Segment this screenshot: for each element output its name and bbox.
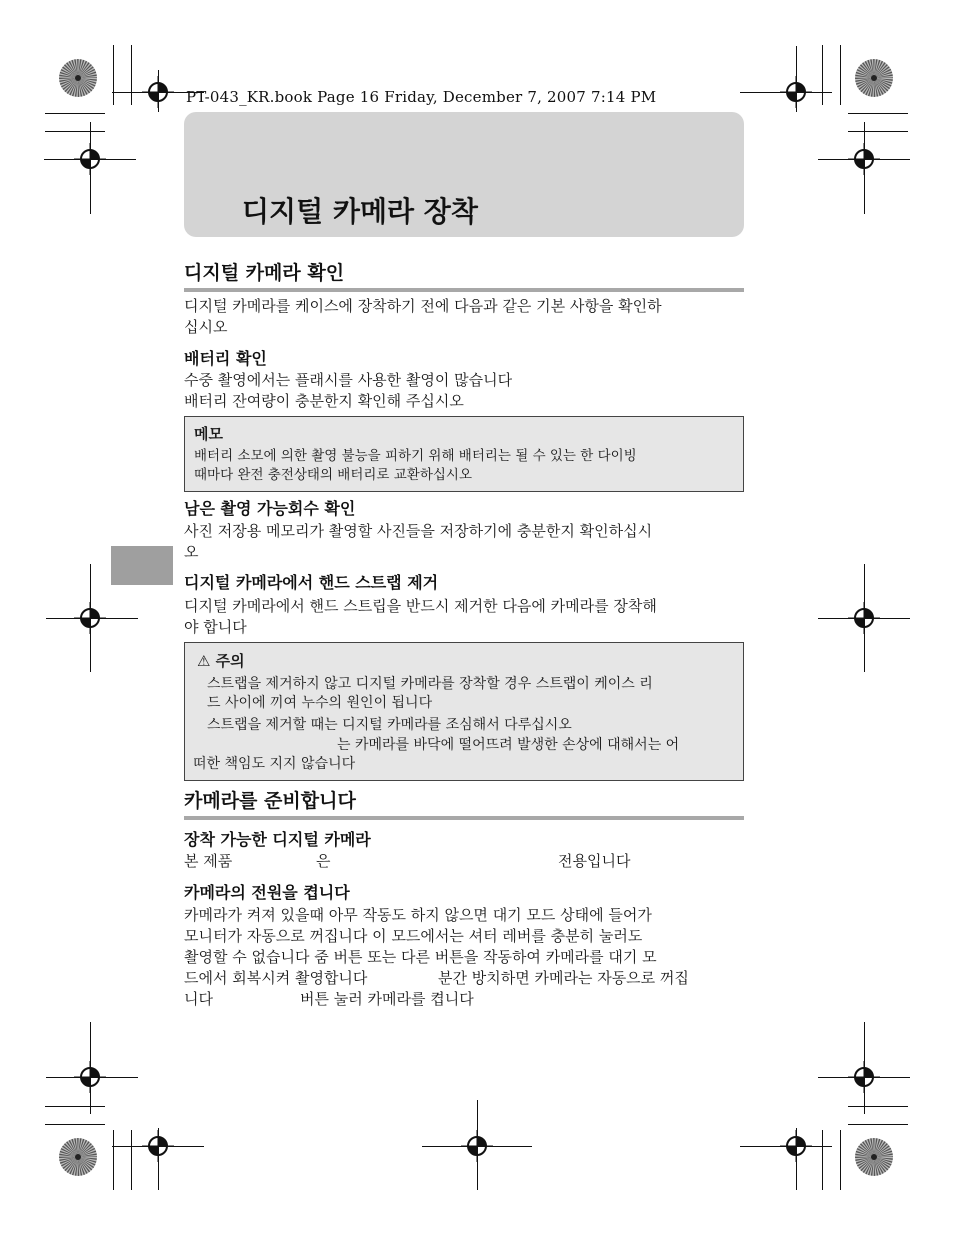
registration-mark-icon	[74, 1061, 106, 1093]
registration-mark-icon	[142, 1130, 174, 1162]
text-fragment: 드에서 회복시켜 촬영합니다	[184, 969, 368, 987]
strap-paragraph	[184, 596, 746, 638]
power-on-heading: 카메라의 전원을 켭니다	[184, 883, 350, 902]
text-line: 수중 촬영에서는 플래시를 사용한 촬영이 많습니다	[184, 371, 513, 389]
text-line: 야 합니다	[184, 618, 247, 636]
crop-line	[848, 1106, 908, 1107]
text-fragment: 전용입니다	[558, 852, 631, 870]
crop-line	[131, 45, 132, 105]
text-line: 는 카메라를 바닥에 떨어뜨려 발생한 손상에 대해서는 어	[337, 737, 680, 753]
text-line: 십시오	[184, 318, 228, 336]
color-bar-rosette-icon	[854, 1137, 894, 1177]
caution-box	[184, 642, 744, 781]
registration-mark-icon	[848, 143, 880, 175]
registration-mark-icon	[780, 76, 812, 108]
caution-item	[193, 755, 733, 774]
check-intro-paragraph	[184, 296, 746, 338]
text-line: 디지털 카메라를 케이스에 장착하기 전에 다음과 같은 기본 사항을 확인하	[184, 297, 662, 315]
registration-mark-icon	[461, 1130, 493, 1162]
registration-mark-icon	[142, 76, 174, 108]
caution-title: ⚠ 주의	[197, 652, 245, 670]
text-line: 모니터가 자동으로 꺼집니다 이 모드에서는 셔터 레버를 충분히 눌러도	[184, 927, 643, 945]
compatible-camera-paragraph	[184, 851, 746, 872]
crop-line	[822, 45, 823, 105]
print-header-line: PT-043_KR.book Page 16 Friday, December 7, 2007 7:14 PM	[186, 88, 657, 106]
color-bar-rosette-icon	[854, 58, 894, 98]
crop-line	[848, 131, 908, 132]
crop-line	[45, 131, 105, 132]
text-fragment: 분간 방치하면 카메라는 자동으로 꺼집	[438, 969, 689, 987]
text-line: 사진 저장용 메모리가 촬영할 사진들을 저장하기에 충분한지 확인하십시	[184, 522, 653, 540]
text-line: 오	[184, 543, 199, 561]
registration-mark-icon	[74, 143, 106, 175]
crop-line	[822, 1130, 823, 1190]
crop-line	[45, 1124, 105, 1125]
caution-item	[207, 675, 739, 713]
crop-line	[45, 113, 105, 114]
remaining-shots-heading: 남은 촬영 가능회수 확인	[184, 499, 356, 518]
memo-box	[184, 416, 744, 492]
chapter-title-box	[184, 112, 744, 237]
text-line: 디지털 카메라에서 핸드 스트립을 반드시 제거한 다음에 카메라를 장착해	[184, 597, 657, 615]
text-line: 스트랩을 제거하지 않고 디지털 카메라를 장착할 경우 스트랩이 케이스 리	[207, 676, 653, 692]
color-bar-rosette-icon	[58, 1137, 98, 1177]
section-heading-text: 카메라를 준비합니다	[184, 790, 356, 812]
caution-item	[207, 716, 739, 735]
text-line: 카메라가 켜져 있을때 아무 작동도 하지 않으면 대기 모드 상태에 들어가	[184, 906, 652, 924]
crop-line	[45, 1106, 105, 1107]
section-heading-check	[184, 258, 744, 292]
text-fragment: 본 제품	[184, 852, 233, 870]
crop-line	[131, 1130, 132, 1190]
crop-line	[848, 1124, 908, 1125]
crop-line	[848, 113, 908, 114]
remaining-shots-paragraph	[184, 521, 746, 563]
strap-heading: 디지털 카메라에서 핸드 스트랩 제거	[184, 573, 439, 592]
battery-heading: 배터리 확인	[184, 349, 267, 368]
text-line: 촬영할 수 없습니다 줌 버튼 또는 다른 버튼을 작동하여 카메라를 대기 모	[184, 948, 657, 966]
text-line: 떠한 책임도 지지 않습니다	[193, 756, 356, 772]
text-line: 배터리 소모에 의한 촬영 불능을 피하기 위해 배터리는 될 수 있는 한 다이빙	[194, 448, 637, 464]
caution-item	[337, 736, 739, 755]
text-fragment: 은	[316, 852, 331, 870]
color-bar-rosette-icon	[58, 58, 98, 98]
memo-title: 메모	[194, 425, 223, 443]
registration-mark-icon	[848, 602, 880, 634]
section-heading-text: 디지털 카메라 확인	[184, 262, 345, 284]
compatible-camera-heading: 장착 가능한 디지털 카메라	[184, 830, 371, 849]
chapter-title: 디지털 카메라 장착	[242, 195, 478, 228]
section-heading-prepare	[184, 786, 744, 820]
text-line: 드 사이에 끼여 누수의 원인이 됩니다	[207, 695, 433, 711]
crop-line	[840, 1130, 841, 1190]
registration-mark-icon	[780, 1130, 812, 1162]
text-line: 때마다 완전 충전상태의 배터리로 교환하십시오	[194, 467, 472, 483]
crop-line	[113, 1130, 114, 1190]
registration-mark-icon	[74, 602, 106, 634]
crop-line	[840, 45, 841, 105]
text-line: 배터리 잔여량이 충분한지 확인해 주십시오	[184, 392, 464, 410]
text-line: 스트랩을 제거할 때는 디지털 카메라를 조심해서 다루십시오	[207, 717, 572, 733]
battery-paragraph	[184, 370, 746, 412]
crop-line	[113, 45, 114, 105]
text-fragment: 버튼 눌러 카메라를 켭니다	[300, 990, 474, 1008]
text-fragment: 니다	[184, 990, 213, 1008]
registration-mark-icon	[848, 1061, 880, 1093]
memo-text	[194, 447, 739, 485]
power-on-paragraph	[184, 905, 746, 1010]
side-chapter-tab	[111, 546, 173, 585]
